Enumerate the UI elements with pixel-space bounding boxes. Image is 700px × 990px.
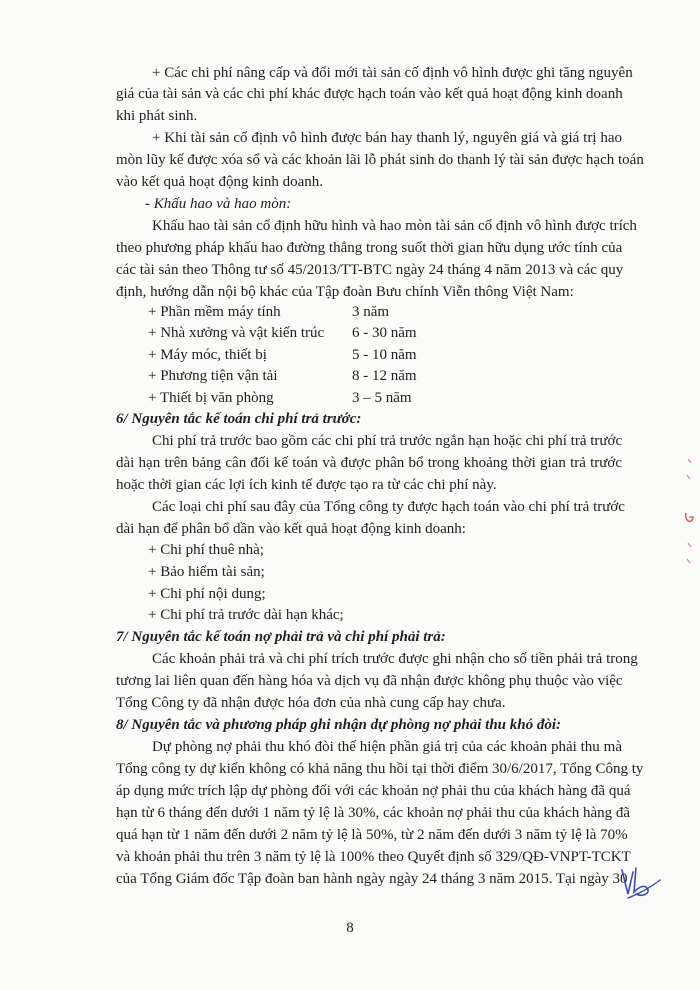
text-line: Chi phí trả trước bao gồm các chi phí trả trước ngắn hạn hoặc chi phí trả trước (152, 433, 623, 449)
page-number: 8 (346, 920, 354, 936)
text-line: Dự phòng nợ phải thu khó đòi thể hiện phần giá trị của các khoản phải thu mà (152, 739, 622, 755)
list-item: + Chi phí thuê nhà; (148, 542, 264, 558)
list-item: + Chi phí trả trước dài hạn khác; (148, 607, 344, 623)
depreciation-item-name: + Phần mềm máy tính (148, 304, 281, 320)
text-line: giá của tài sản và các chi phí khác được hạch toán vào kết quả hoạt động kinh doanh (116, 86, 623, 102)
depreciation-item-name: + Thiết bị văn phòng (148, 390, 274, 406)
text-line: + Các chi phí nâng cấp và đổi mới tài sản cố định vô hình được ghi tăng nguyên (152, 65, 633, 81)
section-heading-7: 7/ Nguyên tắc kế toán nợ phải trả và chi phí phải trả: (116, 629, 446, 645)
text-line: hoặc thời gian các lợi ích kinh tế được tạo ra từ các chi phí này. (116, 477, 497, 493)
handwritten-initial-mark (618, 864, 662, 904)
text-line: theo phương pháp khấu hao đường thẳng trong suốt thời gian hữu dụng ước tính của (116, 240, 623, 256)
section-heading-6: 6/ Nguyên tắc kế toán chi phí trả trước: (116, 411, 362, 427)
text-line: vào kết quả hoạt động kinh doanh. (116, 174, 324, 190)
text-line: Các loại chi phí sau đây của Tổng công ty được hạch toán vào chi phí trả trước (152, 499, 625, 515)
text-line: các tài sản theo Thông tư số 45/2013/TT-BTC ngày 24 tháng 4 năm 2013 và các quy (116, 262, 624, 278)
depreciation-item-years: 8 - 12 năm (352, 368, 417, 384)
list-item: + Bảo hiểm tài sản; (148, 564, 265, 580)
text-line: + Khi tài sản cố định vô hình được bán hay thanh lý, nguyên giá và giá trị hao (152, 130, 622, 146)
depreciation-item-years: 3 năm (352, 304, 390, 320)
text-line: áp dụng mức trích lập dự phòng đối với các khoản nợ phải thu của khách hàng đã quá (116, 783, 631, 799)
text-line: và khoản phải thu trên 3 năm tỷ lệ là 100% theo Quyết định số 329/QĐ-VNPT-TCKT (116, 849, 631, 865)
depreciation-item-name: + Nhà xưởng và vật kiến trúc (148, 325, 325, 341)
margin-stamp-fragment (682, 455, 698, 575)
text-line: Các khoản phải trả và chi phí trích trước được ghi nhận cho số tiền phải trả trong (152, 651, 638, 667)
text-line: định, hướng dẫn nội bộ khác của Tập đoàn Bưu chính Viễn thông Việt Nam: (116, 284, 574, 300)
list-item: + Chi phí nội dung; (148, 586, 266, 602)
text-line: của Tổng Giám đốc Tập đoàn ban hành ngày ngày 24 tháng 3 năm 2015. Tại ngày 30 (116, 871, 628, 887)
text-line: quá hạn từ 1 năm đến dưới 2 năm tỷ lệ là 50%, từ 2 năm đến dưới 3 năm tỷ lệ là 70% (116, 827, 628, 843)
text-line: tương lai liên quan đến hàng hóa và dịch vụ đã nhận được không phụ thuộc vào việc (116, 673, 623, 689)
depreciation-item-years: 6 - 30 năm (352, 325, 417, 341)
text-line: mòn lũy kế được xóa sổ và các khoản lãi lỗ phát sinh do thanh lý tài sản được hạch toán (116, 152, 644, 168)
section-heading-8: 8/ Nguyên tắc và phương pháp ghi nhận dự phòng nợ phải thu khó đòi: (116, 717, 562, 733)
text-line: dài hạn trên bảng cân đối kế toán và được phân bổ trong khoảng thời gian trả trước (116, 455, 622, 471)
text-line: hạn từ 6 tháng đến dưới 1 năm tỷ lệ là 30%, các khoản nợ phải thu của khách hàng đã (116, 805, 631, 821)
text-line: khi phát sinh. (116, 108, 198, 124)
depreciation-item-years: 5 - 10 năm (352, 347, 417, 363)
depreciation-item-name: + Máy móc, thiết bị (148, 347, 267, 363)
depreciation-item-name: + Phương tiện vận tải (148, 368, 278, 384)
text-line: Tổng công ty dự kiến không có khả năng thu hồi tại thời điểm 30/6/2017, Tổng Công ty (116, 761, 644, 777)
text-line: dài hạn để phân bổ dần vào kết quả hoạt động kinh doanh: (116, 521, 466, 537)
depreciation-item-years: 3 – 5 năm (352, 390, 412, 406)
subheading-depreciation: - Khấu hao và hao mòn: (145, 196, 292, 212)
text-line: Tổng Công ty đã nhận được hóa đơn của nhà cung cấp hay chưa. (116, 695, 506, 711)
text-line: Khấu hao tài sản cố định hữu hình và hao mòn tài sản cố định vô hình được trích (152, 218, 637, 234)
